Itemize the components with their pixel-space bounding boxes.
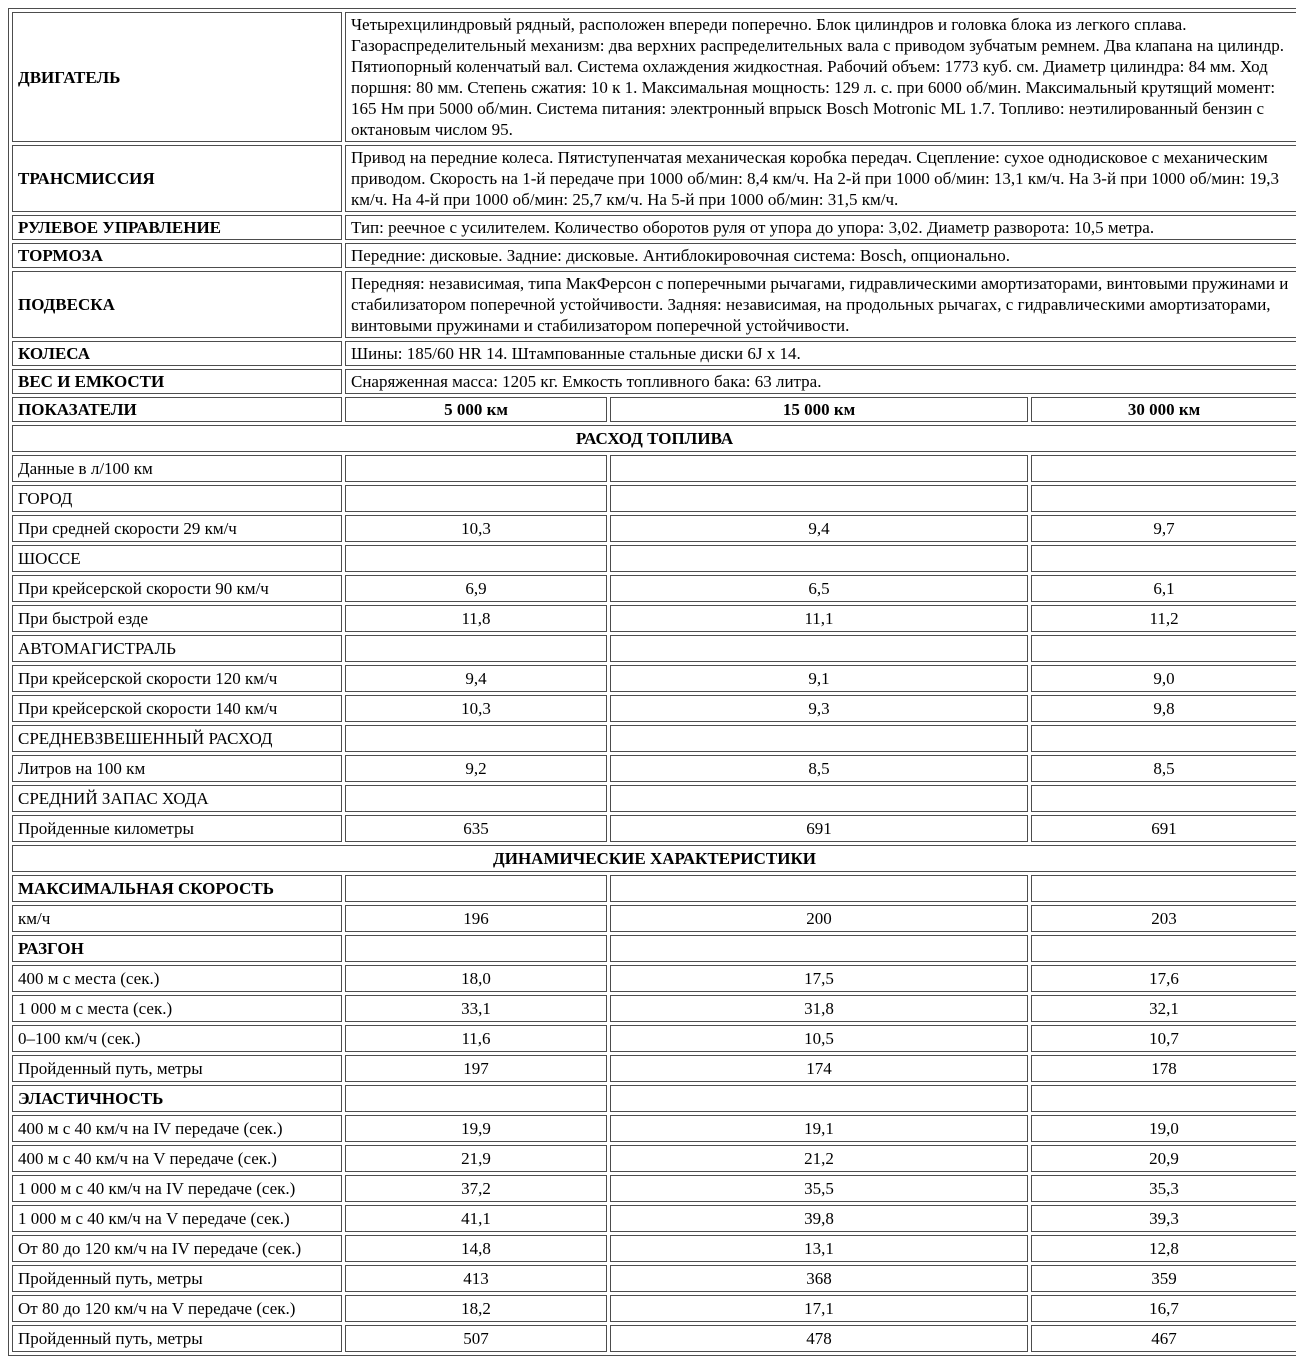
indicator-row-value: 478 bbox=[610, 1325, 1028, 1352]
indicator-row-value bbox=[1031, 455, 1296, 482]
indicator-row-value bbox=[345, 455, 607, 482]
indicator-row bbox=[12, 545, 1296, 572]
spec-row bbox=[12, 145, 1296, 212]
indicator-row-value bbox=[1031, 785, 1296, 812]
indicator-row-value: 14,8 bbox=[345, 1235, 607, 1262]
indicator-row bbox=[12, 875, 1296, 902]
indicator-row-label: Пройденный путь, метры bbox=[12, 1265, 342, 1292]
indicator-row bbox=[12, 1025, 1296, 1052]
spec-row-label: ПОДВЕСКА bbox=[12, 271, 342, 338]
indicator-row-value: 39,3 bbox=[1031, 1205, 1296, 1232]
indicator-row-value bbox=[345, 635, 607, 662]
indicator-row-value: 21,2 bbox=[610, 1145, 1028, 1172]
indicator-row-value: 16,7 bbox=[1031, 1295, 1296, 1322]
indicator-row-value bbox=[1031, 545, 1296, 572]
column-header: 30 000 км bbox=[1031, 397, 1296, 422]
indicator-row-value: 9,2 bbox=[345, 755, 607, 782]
spec-row-label: РУЛЕВОЕ УПРАВЛЕНИЕ bbox=[12, 215, 342, 240]
indicator-row-label: Литров на 100 км bbox=[12, 755, 342, 782]
indicator-row-label: МАКСИМАЛЬНАЯ СКОРОСТЬ bbox=[12, 875, 342, 902]
indicator-row-value: 11,6 bbox=[345, 1025, 607, 1052]
indicator-row-value: 368 bbox=[610, 1265, 1028, 1292]
indicator-row-value: 37,2 bbox=[345, 1175, 607, 1202]
indicator-row-value bbox=[610, 1085, 1028, 1112]
indicator-row-label: Данные в л/100 км bbox=[12, 455, 342, 482]
indicator-row-value: 11,2 bbox=[1031, 605, 1296, 632]
indicator-row-value: 19,1 bbox=[610, 1115, 1028, 1142]
indicator-row-value: 197 bbox=[345, 1055, 607, 1082]
indicator-row-value: 20,9 bbox=[1031, 1145, 1296, 1172]
indicator-row-label: СРЕДНИЙ ЗАПАС ХОДА bbox=[12, 785, 342, 812]
indicator-row-value bbox=[1031, 935, 1296, 962]
indicator-row-label: ШОССЕ bbox=[12, 545, 342, 572]
indicator-row-value: 12,8 bbox=[1031, 1235, 1296, 1262]
indicator-row bbox=[12, 905, 1296, 932]
indicator-row-label: 1 000 м с 40 км/ч на V передаче (сек.) bbox=[12, 1205, 342, 1232]
indicator-row-value: 9,4 bbox=[610, 515, 1028, 542]
indicator-row-value: 10,3 bbox=[345, 515, 607, 542]
indicator-row-value bbox=[610, 635, 1028, 662]
section-header-row bbox=[12, 845, 1296, 872]
indicator-row-label: При крейсерской скорости 120 км/ч bbox=[12, 665, 342, 692]
indicator-row-value: 6,5 bbox=[610, 575, 1028, 602]
indicator-row-label: При быстрой езде bbox=[12, 605, 342, 632]
column-header: 5 000 км bbox=[345, 397, 607, 422]
indicator-row bbox=[12, 485, 1296, 512]
spec-row-label: ТОРМОЗА bbox=[12, 243, 342, 268]
indicator-row-value: 9,1 bbox=[610, 665, 1028, 692]
indicator-row-value: 33,1 bbox=[345, 995, 607, 1022]
indicator-row-value bbox=[345, 1085, 607, 1112]
indicator-row-value bbox=[345, 545, 607, 572]
indicator-row-value: 10,3 bbox=[345, 695, 607, 722]
indicator-row-label: АВТОМАГИСТРАЛЬ bbox=[12, 635, 342, 662]
indicator-row-value bbox=[610, 455, 1028, 482]
indicator-row-value: 35,5 bbox=[610, 1175, 1028, 1202]
spec-row bbox=[12, 369, 1296, 394]
indicator-row-value: 11,8 bbox=[345, 605, 607, 632]
indicator-row bbox=[12, 965, 1296, 992]
indicator-row-label: При крейсерской скорости 90 км/ч bbox=[12, 575, 342, 602]
column-header: 15 000 км bbox=[610, 397, 1028, 422]
indicator-row-value: 9,8 bbox=[1031, 695, 1296, 722]
spec-row bbox=[12, 215, 1296, 240]
spec-row-text: Тип: реечное с усилителем. Количество оборотов руля от упора до упора: 3,02. Диаметр разворота: 10,5 метра. bbox=[345, 215, 1296, 240]
indicator-row-value: 691 bbox=[1031, 815, 1296, 842]
indicator-row bbox=[12, 1235, 1296, 1262]
indicator-row-value bbox=[345, 935, 607, 962]
indicator-row-value: 19,9 bbox=[345, 1115, 607, 1142]
indicator-row-value: 691 bbox=[610, 815, 1028, 842]
indicator-row-label: 0–100 км/ч (сек.) bbox=[12, 1025, 342, 1052]
indicator-row-value: 18,0 bbox=[345, 965, 607, 992]
indicator-row-value bbox=[345, 785, 607, 812]
indicator-row-value: 39,8 bbox=[610, 1205, 1028, 1232]
indicator-row bbox=[12, 995, 1296, 1022]
indicator-row bbox=[12, 695, 1296, 722]
indicator-row-value: 21,9 bbox=[345, 1145, 607, 1172]
indicator-row bbox=[12, 815, 1296, 842]
indicator-row-value: 13,1 bbox=[610, 1235, 1028, 1262]
spec-table-body bbox=[12, 12, 1296, 1352]
indicator-row-value: 17,1 bbox=[610, 1295, 1028, 1322]
indicator-row-label: 400 м с 40 км/ч на V передаче (сек.) bbox=[12, 1145, 342, 1172]
section-header-row bbox=[12, 425, 1296, 452]
indicator-row-value bbox=[610, 545, 1028, 572]
indicator-row-value: 32,1 bbox=[1031, 995, 1296, 1022]
indicator-row bbox=[12, 1175, 1296, 1202]
indicator-row-label: Пройденные километры bbox=[12, 815, 342, 842]
spec-row-label: КОЛЕСА bbox=[12, 341, 342, 366]
indicator-row-value: 8,5 bbox=[1031, 755, 1296, 782]
indicator-row bbox=[12, 635, 1296, 662]
spec-row bbox=[12, 341, 1296, 366]
spec-row-text: Передняя: независимая, типа МакФерсон с поперечными рычагами, гидравлическими амортизаторами, винтовыми пружинами и стабилизатором поперечной устойчивости. Задняя: независимая, на продольных рычагах, с гидравлическими амортизаторами, винтовыми пружинами и стабилизатором поперечной устойчивости. bbox=[345, 271, 1296, 338]
indicator-row-value: 9,3 bbox=[610, 695, 1028, 722]
spec-row bbox=[12, 243, 1296, 268]
indicator-row-value bbox=[1031, 485, 1296, 512]
indicator-row-value: 18,2 bbox=[345, 1295, 607, 1322]
indicator-row-value: 9,7 bbox=[1031, 515, 1296, 542]
indicator-row bbox=[12, 575, 1296, 602]
indicator-row-value: 200 bbox=[610, 905, 1028, 932]
indicator-row-value bbox=[345, 725, 607, 752]
indicator-row-value: 507 bbox=[345, 1325, 607, 1352]
indicator-row-value bbox=[610, 935, 1028, 962]
indicator-row-value bbox=[1031, 875, 1296, 902]
indicator-row bbox=[12, 785, 1296, 812]
indicator-row-label: Пройденный путь, метры bbox=[12, 1055, 342, 1082]
section-title: РАСХОД ТОПЛИВА bbox=[12, 425, 1296, 452]
indicator-row bbox=[12, 755, 1296, 782]
indicator-row-value: 10,7 bbox=[1031, 1025, 1296, 1052]
indicator-row-value: 467 bbox=[1031, 1325, 1296, 1352]
indicator-row-label: 400 м с места (сек.) bbox=[12, 965, 342, 992]
indicator-row bbox=[12, 605, 1296, 632]
spec-row-text: Снаряженная масса: 1205 кг. Емкость топливного бака: 63 литра. bbox=[345, 369, 1296, 394]
indicator-row-value bbox=[345, 875, 607, 902]
indicator-row bbox=[12, 1055, 1296, 1082]
indicator-row-value: 17,5 bbox=[610, 965, 1028, 992]
indicator-row bbox=[12, 515, 1296, 542]
indicator-row bbox=[12, 1145, 1296, 1172]
indicator-row bbox=[12, 455, 1296, 482]
indicator-row-value bbox=[1031, 725, 1296, 752]
indicator-row-label: РАЗГОН bbox=[12, 935, 342, 962]
indicator-row bbox=[12, 1325, 1296, 1352]
indicator-row-value: 359 bbox=[1031, 1265, 1296, 1292]
spec-row bbox=[12, 271, 1296, 338]
indicator-row bbox=[12, 1115, 1296, 1142]
indicator-row-value: 6,9 bbox=[345, 575, 607, 602]
indicators-label: ПОКАЗАТЕЛИ bbox=[12, 397, 342, 422]
indicator-row-value: 8,5 bbox=[610, 755, 1028, 782]
indicator-row-value: 9,0 bbox=[1031, 665, 1296, 692]
spec-row-label: ВЕС И ЕМКОСТИ bbox=[12, 369, 342, 394]
spec-row-text: Передние: дисковые. Задние: дисковые. Антиблокировочная система: Bosch, опционально. bbox=[345, 243, 1296, 268]
indicators-header-row bbox=[12, 397, 1296, 422]
indicator-row-label: Пройденный путь, метры bbox=[12, 1325, 342, 1352]
indicator-row-value: 41,1 bbox=[345, 1205, 607, 1232]
indicator-row-value bbox=[1031, 1085, 1296, 1112]
indicator-row-value bbox=[610, 875, 1028, 902]
indicator-row-label: 1 000 м с 40 км/ч на IV передаче (сек.) bbox=[12, 1175, 342, 1202]
indicator-row-value: 11,1 bbox=[610, 605, 1028, 632]
indicator-row-label: При средней скорости 29 км/ч bbox=[12, 515, 342, 542]
indicator-row-label: 1 000 м с места (сек.) bbox=[12, 995, 342, 1022]
indicator-row-label: СРЕДНЕВЗВЕШЕННЫЙ РАСХОД bbox=[12, 725, 342, 752]
indicator-row-value bbox=[610, 725, 1028, 752]
indicator-row bbox=[12, 1205, 1296, 1232]
indicator-row bbox=[12, 725, 1296, 752]
indicator-row-value bbox=[610, 485, 1028, 512]
indicator-row-label: От 80 до 120 км/ч на V передаче (сек.) bbox=[12, 1295, 342, 1322]
indicator-row-value: 17,6 bbox=[1031, 965, 1296, 992]
indicator-row-value: 196 bbox=[345, 905, 607, 932]
indicator-row-value: 9,4 bbox=[345, 665, 607, 692]
indicator-row-value: 413 bbox=[345, 1265, 607, 1292]
indicator-row-value: 6,1 bbox=[1031, 575, 1296, 602]
spec-row-text: Шины: 185/60 HR 14. Штампованные стальные диски 6J x 14. bbox=[345, 341, 1296, 366]
indicator-row-value: 178 bbox=[1031, 1055, 1296, 1082]
indicator-row-value: 10,5 bbox=[610, 1025, 1028, 1052]
indicator-row-label: ГОРОД bbox=[12, 485, 342, 512]
indicator-row-value: 203 bbox=[1031, 905, 1296, 932]
spec-row-text: Четырехцилиндровый рядный, расположен впереди поперечно. Блок цилиндров и головка блока из легкого сплава. Газораспределительный механизм: два верхних распределительных вала с приводом зубчатым ремнем. Два клапана на цилиндр. Пятиопорный коленчатый вал. Система охлаждения жидкостная. Рабочий объем: 1773 куб. см. Диаметр цилиндра: 84 мм. Ход поршня: 80 мм. Степень сжатия: 10 к 1. Максимальная мощность: 129 л. с. при 6000 об/мин. Максимальный крутящий момент: 165 Нм при 5000 об/мин. Система питания: электронный впрыск Bosch Motronic ML 1.7. Топливо: неэтилированный бензин с октановым числом 95. bbox=[345, 12, 1296, 142]
indicator-row-value: 174 bbox=[610, 1055, 1028, 1082]
indicator-row-value: 635 bbox=[345, 815, 607, 842]
indicator-row-value bbox=[1031, 635, 1296, 662]
indicator-row bbox=[12, 935, 1296, 962]
indicator-row-label: ЭЛАСТИЧНОСТЬ bbox=[12, 1085, 342, 1112]
indicator-row bbox=[12, 1085, 1296, 1112]
indicator-row-value bbox=[610, 785, 1028, 812]
indicator-row-label: При крейсерской скорости 140 км/ч bbox=[12, 695, 342, 722]
indicator-row-value: 35,3 bbox=[1031, 1175, 1296, 1202]
spec-row-label: ДВИГАТЕЛЬ bbox=[12, 12, 342, 142]
spec-row bbox=[12, 12, 1296, 142]
indicator-row-value bbox=[345, 485, 607, 512]
indicator-row-value: 31,8 bbox=[610, 995, 1028, 1022]
indicator-row bbox=[12, 1265, 1296, 1292]
section-title: ДИНАМИЧЕСКИЕ ХАРАКТЕРИСТИКИ bbox=[12, 845, 1296, 872]
indicator-row-label: 400 м с 40 км/ч на IV передаче (сек.) bbox=[12, 1115, 342, 1142]
indicator-row-label: км/ч bbox=[12, 905, 342, 932]
car-spec-table bbox=[8, 8, 1296, 1356]
indicator-row-label: От 80 до 120 км/ч на IV передаче (сек.) bbox=[12, 1235, 342, 1262]
indicator-row bbox=[12, 665, 1296, 692]
spec-row-label: ТРАНСМИССИЯ bbox=[12, 145, 342, 212]
spec-row-text: Привод на передние колеса. Пятиступенчатая механическая коробка передач. Сцепление: сухое однодисковое с механическим приводом. Скорость на 1-й передаче при 1000 об/мин: 8,4 км/ч. На 2-й при 1000 об/мин: 13,1 км/ч. На 3-й при 1000 об/мин: 19,3 км/ч. На 4-й при 1000 об/мин: 25,7 км/ч. На 5-й при 1000 об/мин: 31,5 км/ч. bbox=[345, 145, 1296, 212]
indicator-row-value: 19,0 bbox=[1031, 1115, 1296, 1142]
